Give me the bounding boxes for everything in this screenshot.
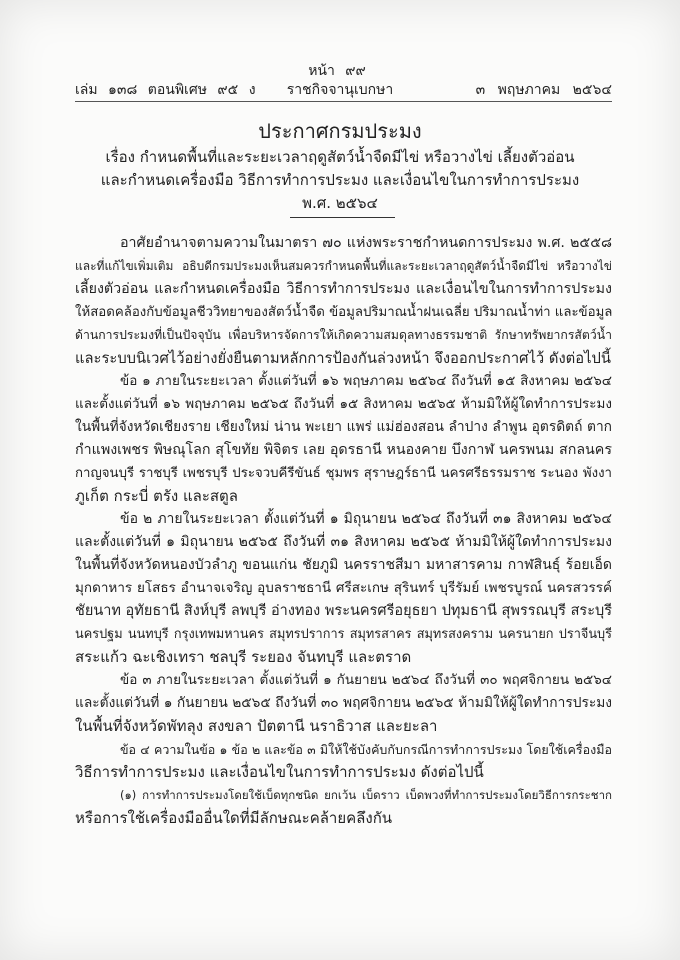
text-line: กาญจนบุรี ราชบุรี เพชรบุรี ประจวบคีรีขันธ์ ชุมพร สุราษฎร์ธานี นครศรีธรรมราช ระนอง พังงา: [75, 466, 612, 481]
subject-line: และกำหนดเครื่องมือ วิธีการทำการประมง และเงื่อนไขในการทำการประมง: [100, 171, 580, 189]
text-line: ข้อ ๒ ภายในระยะเวลา ตั้งแต่วันที่ ๑ มิถุนายน ๒๕๖๔ ถึงวันที่ ๓๑ สิงหาคม ๒๕๖๔: [120, 511, 612, 527]
header-divider: [75, 101, 612, 102]
subject-line: เรื่อง กำหนดพื้นที่และระยะเวลาฤดูสัตว์น้ำจืดมีไข่ หรือวางไข่ เลี้ยงตัวอ่อน: [105, 148, 575, 166]
text-line: (๑) การทำการประมงโดยใช้เบ็ดทุกชนิด ยกเว้น เบ็ดราว เบ็ดพวงที่ทำการประมงโดยวิธีการกระชาก: [120, 788, 612, 802]
title-underline: [290, 217, 395, 218]
text-line: อาศัยอำนาจตามความในมาตรา ๗๐ แห่งพระราชกำหนดการประมง พ.ศ. ๒๕๕๘: [120, 235, 612, 251]
header-date: ๓ พฤษภาคม ๒๕๖๔: [475, 82, 612, 98]
text-line: ให้สอดคล้องกับข้อมูลชีววิทยาของสัตว์น้ำจืด ข้อมูลปริมาณน้ำฝนเฉลี่ย ปริมาณน้ำท่า และข้อมูล: [75, 305, 612, 320]
text-line: ในพื้นที่จังหวัดพัทลุง สงขลา ปัตตานี นราธิวาส และยะลา: [75, 717, 438, 735]
text-line: นครปฐม นนทบุรี กรุงเทพมหานคร สมุทรปราการ สมุทรสาคร สมุทรสงคราม นครนายก ปราจีนบุรี: [75, 627, 612, 642]
paragraph-clause-4-item-1: [75, 784, 612, 830]
text-line: ข้อ ๑ ภายในระยะเวลา ตั้งแต่วันที่ ๑๖ พฤษภาคม ๒๕๖๔ ถึงวันที่ ๑๕ สิงหาคม ๒๕๖๔: [120, 373, 612, 389]
text-line: เลี้ยงตัวอ่อน และกำหนดเครื่องมือ วิธีการทำการประมง และเงื่อนไขในการทำการประมง: [75, 281, 612, 297]
text-line: มุกดาหาร ยโสธร อำนาจเจริญ อุบลราชธานี ศรีสะเกษ สุรินทร์ บุรีรัมย์ เพชรบูรณ์ นครสวรรค์: [75, 580, 612, 596]
announcement-body: [75, 232, 612, 830]
announcement-year: พ.ศ. ๒๕๖๔: [302, 194, 378, 212]
text-line: ในพื้นที่จังหวัดหนองบัวลำภู ขอนแก่น ชัยภูมิ นครราชสีมา มหาสารคาม กาฬสินธุ์ ร้อยเอ็ด: [75, 557, 612, 573]
text-line: ภูเก็ต กระบี่ ตรัง และสตูล: [75, 487, 238, 505]
paragraph-preamble: [75, 232, 612, 370]
text-line: สระแก้ว ฉะเชิงเทรา ชลบุรี ระยอง จันทบุรี และตราด: [75, 648, 412, 666]
text-line: ข้อ ๓ ภายในระยะเวลา ตั้งแต่วันที่ ๑ กันยายน ๒๕๖๔ ถึงวันที่ ๓๐ พฤศจิกายน ๒๕๖๔: [120, 672, 612, 688]
paragraph-clause-2: [75, 508, 612, 669]
header-page-number: หน้า ๙๙: [308, 63, 366, 79]
text-line: และตั้งแต่วันที่ ๑ กันยายน ๒๕๖๕ ถึงวันที่ ๓๐ พฤศจิกายน ๒๕๖๕ ห้ามมิให้ผู้ใดทำการประมง: [75, 695, 612, 711]
text-line: และตั้งแต่วันที่ ๑๖ พฤษภาคม ๒๕๖๕ ถึงวันที่ ๑๕ สิงหาคม ๒๕๖๕ ห้ามมิให้ผู้ใดทำการประมง: [75, 396, 612, 412]
text-line: และตั้งแต่วันที่ ๑ มิถุนายน ๒๕๖๕ ถึงวันที่ ๓๑ สิงหาคม ๒๕๖๕ ห้ามมิให้ผู้ใดทำการประมง: [75, 534, 612, 550]
text-line: ด้านการประมงที่เป็นปัจจุบัน เพื่อบริหารจัดการให้เกิดความสมดุลทางธรรมชาติ รักษาทรัพยากรสัตว์น้ำ: [75, 328, 612, 342]
header-volume-issue: เล่ม ๑๓๘ ตอนพิเศษ ๙๕ ง: [75, 82, 256, 98]
announcement-title: ประกาศกรมประมง: [258, 119, 422, 143]
text-line: ชัยนาท อุทัยธานี สิงห์บุรี ลพบุรี อ่างทอง พระนครศรีอยุธยา ปทุมธานี สุพรรณบุรี สระบุรี: [75, 603, 612, 619]
header-publication-name: ราชกิจจานุเบกษา: [286, 82, 394, 98]
text-line: ในพื้นที่จังหวัดเชียงราย เชียงใหม่ น่าน พะเยา แพร่ แม่ฮ่องสอน ลำปาง ลำพูน อุตรดิตถ์ ตาก: [75, 419, 612, 435]
text-line: วิธีการทำการประมง และเงื่อนไขในการทำการประมง ดังต่อไปนี้: [75, 763, 484, 781]
text-line: ข้อ ๔ ความในข้อ ๑ ข้อ ๒ และข้อ ๓ มิให้ใช้บังคับกับกรณีการทำการประมง โดยใช้เครื่องมือ: [120, 742, 612, 757]
text-line: และระบบนิเวศไว้อย่างยั่งยืนตามหลักการป้องกันล่วงหน้า จึงออกประกาศไว้ ดังต่อไปนี้: [75, 350, 611, 367]
text-line: หรือการใช้เครื่องมืออื่นใดที่มีลักษณะคล้ายคลึงกัน: [75, 809, 393, 827]
paragraph-clause-4: [75, 738, 612, 784]
paragraph-clause-3: [75, 669, 612, 738]
paragraph-clause-1: [75, 370, 612, 508]
text-line: กำแพงเพชร พิษณุโลก สุโขทัย พิจิตร เลย อุดรธานี หนองคาย บึงกาฬ นครพนม สกลนคร: [75, 442, 612, 458]
text-line: และที่แก้ไขเพิ่มเติม อธิบดีกรมประมงเห็นสมควรกำหนดพื้นที่และระยะเวลาฤดูสัตว์น้ำจืดมีไข่ หรือวางไข่: [75, 259, 612, 273]
